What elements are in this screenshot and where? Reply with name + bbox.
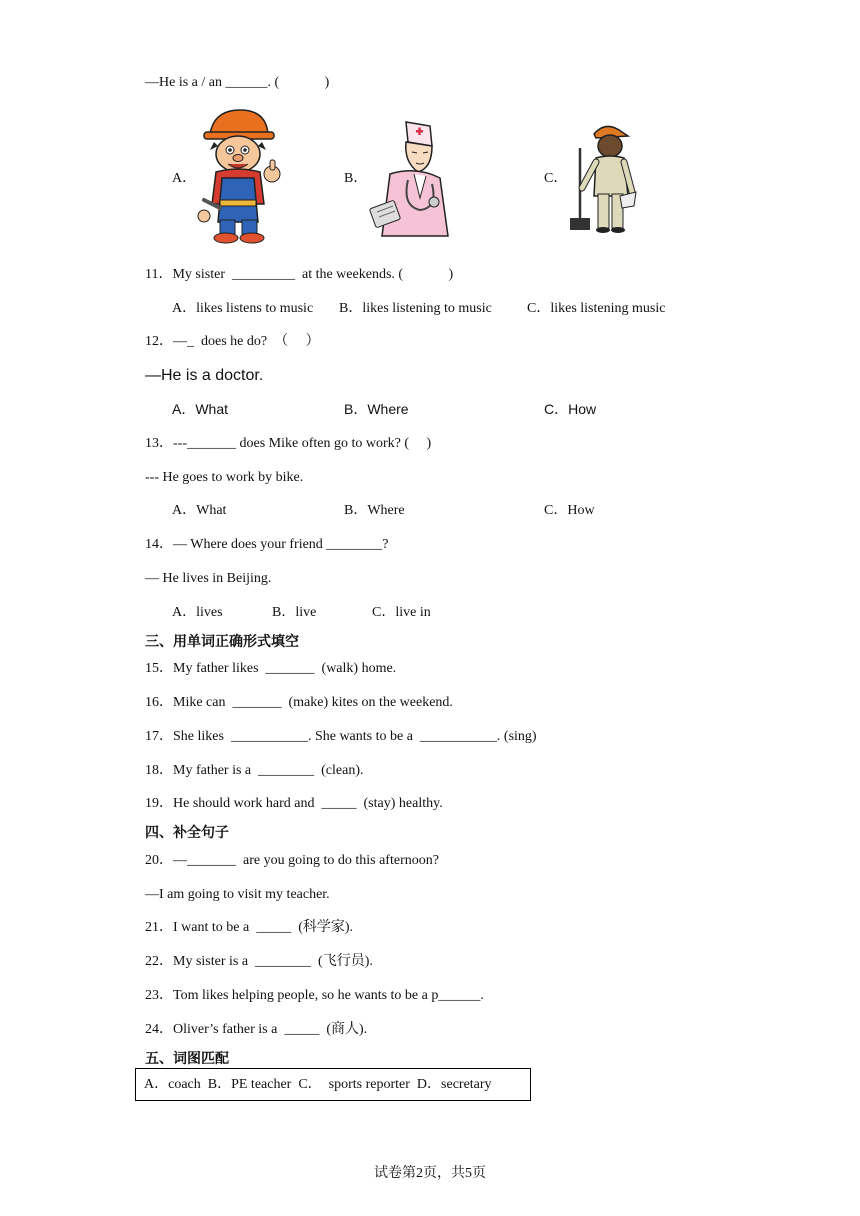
q11-option-a: A．likes listens to music — [172, 301, 314, 316]
q23-item: 23．Tom likes helping people, so he wants to be a p______. — [145, 988, 484, 1003]
q14-stem: 14．— Where does your friend ________? — [145, 537, 389, 552]
q14-option-a: A．lives — [172, 605, 223, 620]
q14-answer: — He lives in Beijing. — [145, 571, 272, 586]
q13-option-a: A．What — [172, 503, 227, 518]
q12-option-c: C．How — [544, 401, 597, 417]
q20-item: 20．—_______ are you going to do this afternoon? — [145, 853, 439, 868]
q12-option-b: B．Where — [344, 401, 409, 417]
q10-option-a-label: A． — [172, 171, 197, 186]
doctor-icon — [368, 118, 454, 243]
q15-item: 15．My father likes _______ (walk) home. — [145, 661, 397, 676]
q12-option-a: A．What — [172, 401, 229, 417]
q21-item: 21．I want to be a _____ (科学家). — [145, 920, 354, 935]
q12-answer: —He is a doctor. — [145, 367, 264, 384]
page-footer: 试卷第2页，共5页 — [374, 1166, 486, 1181]
q11-option-c: C．likes listening music — [527, 301, 666, 316]
section3-title: 三、用单词正确形式填空 — [145, 634, 299, 650]
q17-item: 17．She likes ___________. She wants to be a ___________. (sing) — [145, 729, 537, 744]
q13-option-b: B．Where — [344, 503, 405, 518]
q10-option-b-label: B． — [344, 171, 368, 186]
q13-stem: 13．---_______ does Mike often go to work? ( ) — [145, 436, 432, 451]
section4-title: 四、补全句子 — [145, 825, 229, 841]
q24-item: 24．Oliver’s father is a _____ (商人). — [145, 1022, 368, 1037]
q22-item: 22．My sister is a ________ (飞行员). — [145, 954, 373, 969]
q14-option-b: B．live — [272, 605, 317, 620]
word-bank-box: A．coach B．PE teacher C． sports reporter D．secretary — [135, 1068, 531, 1101]
q13-option-c: C．How — [544, 503, 595, 518]
cleaner-icon — [566, 118, 638, 239]
q12-stem: 12．—_ does he do? （ ） — [145, 334, 320, 349]
q10-stem: —He is a / an ______. ( ) — [145, 75, 330, 90]
q18-item: 18．My father is a ________ (clean). — [145, 763, 364, 778]
q13-answer: --- He goes to work by bike. — [145, 470, 304, 485]
q20-answer: —I am going to visit my teacher. — [145, 887, 330, 902]
q10-option-c-label: C． — [544, 171, 568, 186]
q19-item: 19．He should work hard and _____ (stay) healthy. — [145, 796, 443, 811]
worker-icon — [192, 104, 287, 249]
q16-item: 16．Mike can _______ (make) kites on the weekend. — [145, 695, 453, 710]
q11-stem: 11．My sister _________ at the weekends. ( ) — [145, 267, 454, 282]
section5-title: 五、词图匹配 — [145, 1051, 229, 1067]
q11-option-b: B．likes listening to music — [339, 301, 492, 316]
q14-option-c: C．live in — [372, 605, 431, 620]
